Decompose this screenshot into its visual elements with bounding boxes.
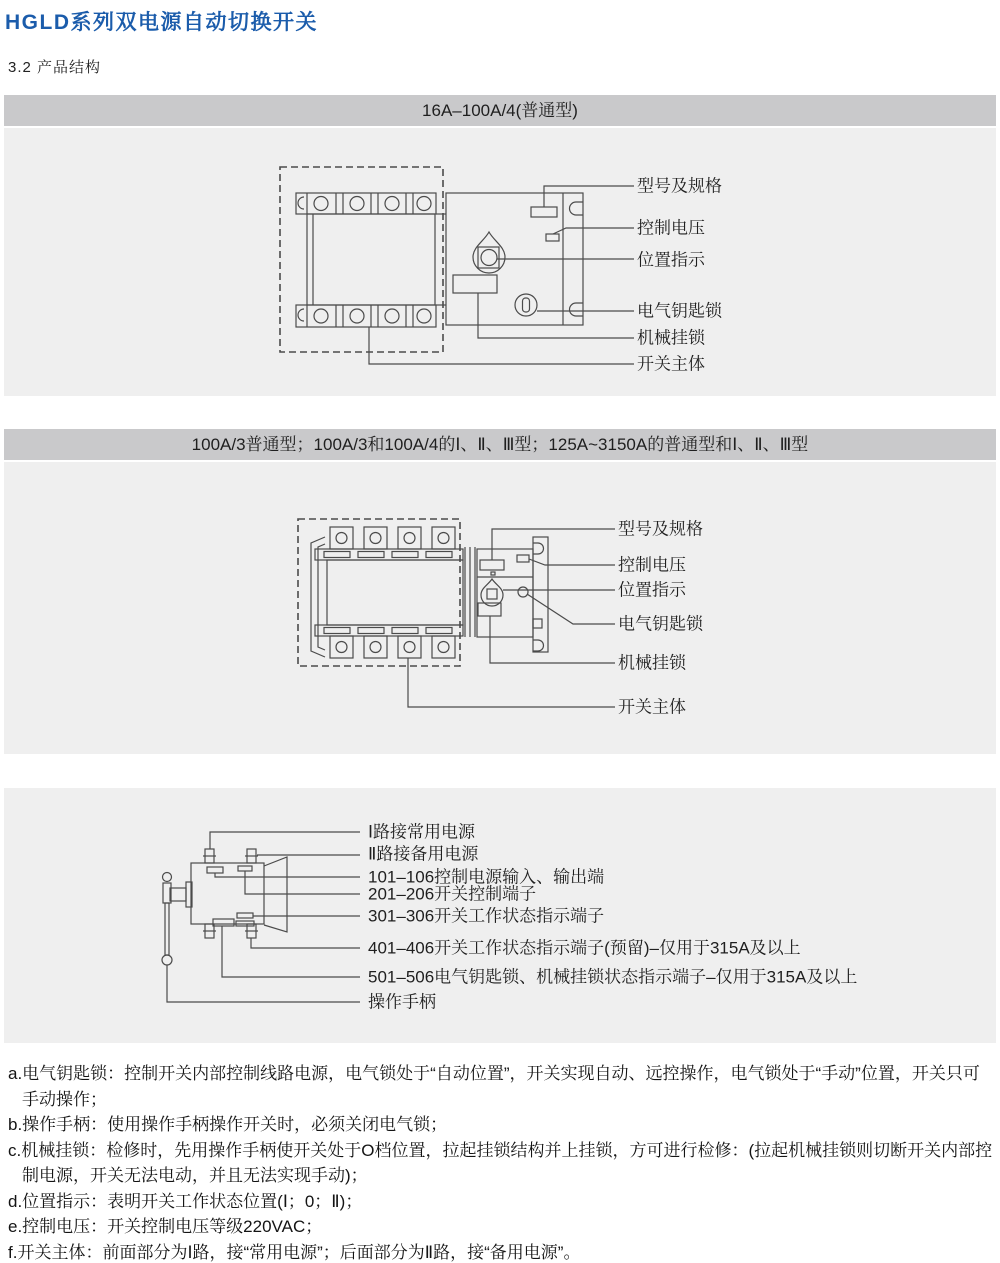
panel-100a-3150a (4, 429, 996, 754)
note-a: a.电气钥匙锁：控制开关内部控制线路电源，电气锁处于“自动位置”，开关实现自动、远控操作，电气锁处于“手动”位置，开关只可手动操作； (8, 1064, 980, 1109)
label-model-spec-2: 型号及规格 (618, 519, 703, 539)
panel-16a-100a-header: 16A–100A/4(普通型) (4, 95, 996, 126)
label-line1-normal-power: Ⅰ路接常用电源 (368, 822, 476, 842)
leader-lines (408, 529, 615, 707)
note-b: b.操作手柄：使用操作手柄操作开关时，必须关闭电气锁； (8, 1115, 448, 1134)
section-heading: 3.2 产品结构 (8, 59, 102, 76)
note-d: d.位置指示：表明开关工作状态位置(Ⅰ；0；Ⅱ)； (8, 1191, 363, 1211)
notes-list (8, 1061, 994, 1263)
operating-handle-drawing (162, 873, 192, 966)
label-electric-key-lock-2: 电气钥匙锁 (618, 614, 703, 634)
label-switch-body-1: 开关主体 (637, 354, 705, 374)
diagram-100a-3150a (4, 462, 996, 754)
controller-drawing (465, 537, 548, 652)
label-301-306-terminals: 301–306开关工作状态指示端子 (368, 906, 605, 926)
label-401-406-terminals: 401–406开关工作状态指示端子(预留)–仅用于315A及以上 (368, 938, 801, 958)
note-f: f.开关主体：前面部分为Ⅰ路，接“常用电源”；后面部分为Ⅱ路，接“备用电源”。 (8, 1242, 581, 1262)
label-model-spec-1: 型号及规格 (637, 176, 722, 196)
switch-side-drawing (298, 519, 463, 666)
label-101-106-terminals: 101–106控制电源输入、输出端 (368, 867, 605, 887)
diagram-terminals (4, 788, 996, 1043)
note-c: c.机械挂锁：检修时，先用操作手柄使开关处于O档位置，拉起挂锁结构并上挂锁，方可进行检修：(拉起机械挂锁则切断开关内部控制电源，开关无法电动，并且无法实现手动)； (8, 1140, 993, 1185)
label-position-indicator-2: 位置指示 (618, 580, 686, 600)
panel-16a-100a (4, 95, 996, 396)
label-switch-body-2: 开关主体 (618, 697, 686, 717)
leader-lines (369, 186, 634, 364)
page-title: HGLD系列双电源自动切换开关 (5, 11, 318, 34)
panel-terminals-body (4, 788, 996, 1043)
label-201-206-terminals: 201–206开关控制端子 (368, 884, 537, 904)
panel-16a-100a-body (4, 128, 996, 396)
label-501-506-terminals: 501–506电气钥匙锁、机械挂锁状态指示端子–仅用于315A及以上 (368, 967, 858, 987)
label-control-voltage-1: 控制电压 (637, 218, 705, 238)
panel-100a-3150a-body (4, 462, 996, 754)
label-mechanical-padlock-1: 机械挂锁 (637, 328, 705, 348)
label-operating-handle: 操作手柄 (368, 992, 436, 1012)
panel-100a-3150a-header: 100A/3普通型；100A/3和100A/4的Ⅰ、Ⅱ、Ⅲ型；125A~3150A的普通型和Ⅰ、Ⅱ、Ⅲ型 (4, 429, 996, 460)
note-e: e.控制电压：开关控制电压等级220VAC； (8, 1217, 323, 1236)
switch-body-drawing (280, 167, 446, 352)
label-line2-backup-power: Ⅱ路接备用电源 (368, 844, 479, 864)
label-electric-key-lock-1: 电气钥匙锁 (637, 301, 722, 321)
label-position-indicator-1: 位置指示 (637, 250, 705, 270)
label-control-voltage-2: 控制电压 (618, 555, 686, 575)
label-mechanical-padlock-2: 机械挂锁 (618, 653, 686, 673)
panel-terminals (4, 788, 996, 1043)
diagram-16a-100a (4, 128, 996, 396)
